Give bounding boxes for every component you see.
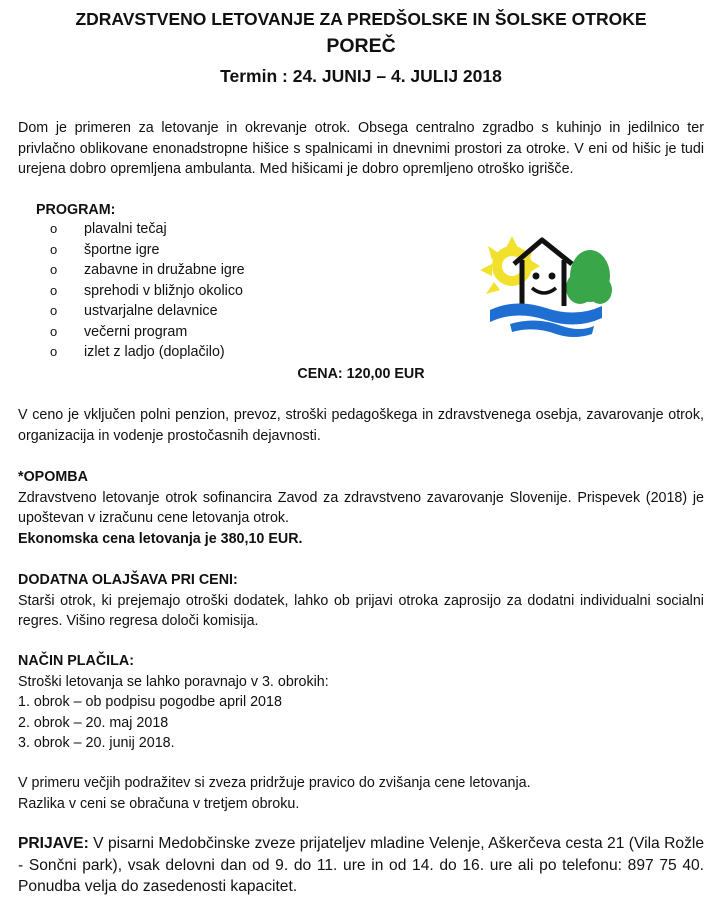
discount-heading: DODATNA OLAJŠAVA PRI CENI: xyxy=(18,572,238,588)
bullet-icon: o xyxy=(50,262,58,277)
list-item: o plavalni tečaj xyxy=(50,219,245,240)
discount-section xyxy=(18,570,704,632)
bullet-icon: o xyxy=(50,344,58,359)
price-line: CENA: 120,00 EUR xyxy=(297,366,425,382)
bullet-icon: o xyxy=(50,303,58,318)
included-paragraph: V ceno je vključen polni penzion, prevoz, stroški pedagoškega in zdravstvenega osebja, zavarovanje otrok, organizacija in vodenje prostočasnih dejavnosti. xyxy=(18,407,704,444)
program-heading: PROGRAM: xyxy=(36,202,116,218)
list-item: o sprehodi v bližnjo okolico xyxy=(50,281,245,302)
bullet-icon: o xyxy=(50,323,58,339)
payment-intro: Stroški letovanja se lahko poravnajo v 3. obrokih: xyxy=(18,673,329,690)
summer-camp-logo-icon xyxy=(476,232,616,338)
note-section xyxy=(18,467,704,549)
list-item: o večerni program xyxy=(50,322,245,343)
location-title: POREČ xyxy=(326,35,396,57)
apply-text: V pisarni Medobčinske zveze prijateljev mladine Velenje, Aškerčeva cesta 21 (Vila Rožle - Sončni park), vsak delovni dan od 9. do 11. ure in od 14. do 16. ure ali po telefonu: 897 75 40. Ponudba velja do zasedenosti kapacitet. xyxy=(18,835,704,895)
program-list xyxy=(50,219,245,363)
note-heading: *OPOMBA xyxy=(18,469,88,485)
list-item: o izlet z ladjo (doplačilo) xyxy=(50,342,245,363)
list-item: o ustvarjalne delavnice xyxy=(50,301,245,322)
price-change-line: V primeru večjih podražitev si zveza pridržuje pravico do zvišanja cene letovanja. xyxy=(18,775,531,791)
apply-label: PRIJAVE: xyxy=(18,835,89,852)
installment-item: 3. obrok – 20. junij 2018. xyxy=(18,735,175,752)
document-title: ZDRAVSTVENO LETOVANJE ZA PREDŠOLSKE IN ŠOLSKE OTROKE xyxy=(75,9,647,29)
tree-icon xyxy=(566,250,612,304)
term-line: Termin : 24. JUNIJ – 4. JULIJ 2018 xyxy=(220,66,502,86)
economic-price: Ekonomska cena letovanja je 380,10 EUR. xyxy=(18,530,303,547)
bullet-icon: o xyxy=(50,241,58,257)
list-item: o športne igre xyxy=(50,240,245,261)
note-text: Zdravstveno letovanje otrok sofinancira Zavod za zdravstveno zavarovanje Slovenije. Prispevek (2018) je upoštevan v izračunu cene letovanja otrok. xyxy=(18,489,704,526)
payment-heading: NAČIN PLAČILA: xyxy=(18,653,134,669)
bullet-icon: o xyxy=(50,282,58,298)
installment-item: 1. obrok – ob podpisu pogodbe april 2018 xyxy=(18,694,282,711)
discount-text: Starši otrok, ki prejemajo otroški dodatek, lahko ob prijavi otroka zaprosijo za dodatni individualni socialni regres. Višino regresa določi komisija. xyxy=(18,592,704,629)
installment-item: 2. obrok – 20. maj 2018 xyxy=(18,714,169,731)
payment-section xyxy=(18,651,704,754)
water-icon xyxy=(490,303,602,337)
apply-section xyxy=(18,833,704,898)
list-item: o zabavne in družabne igre xyxy=(50,260,245,281)
price-change-line: Razlika v ceni se obračuna v tretjem obroku. xyxy=(18,795,300,812)
price-change-section xyxy=(18,773,704,814)
intro-paragraph: Dom je primeren za letovanje in okrevanje otrok. Obsega centralno zgradbo s kuhinjo in jedilnico ter privlačno oblikovane enonadstropne hišice s spalnicami in dnevnimi prostori za otroke. V eni od hišic je tudi urejena dobro opremljena ambulanta. Med hišicami je dobro opremljeno otroško igrišče. xyxy=(18,120,704,177)
bullet-icon: o xyxy=(50,221,58,236)
